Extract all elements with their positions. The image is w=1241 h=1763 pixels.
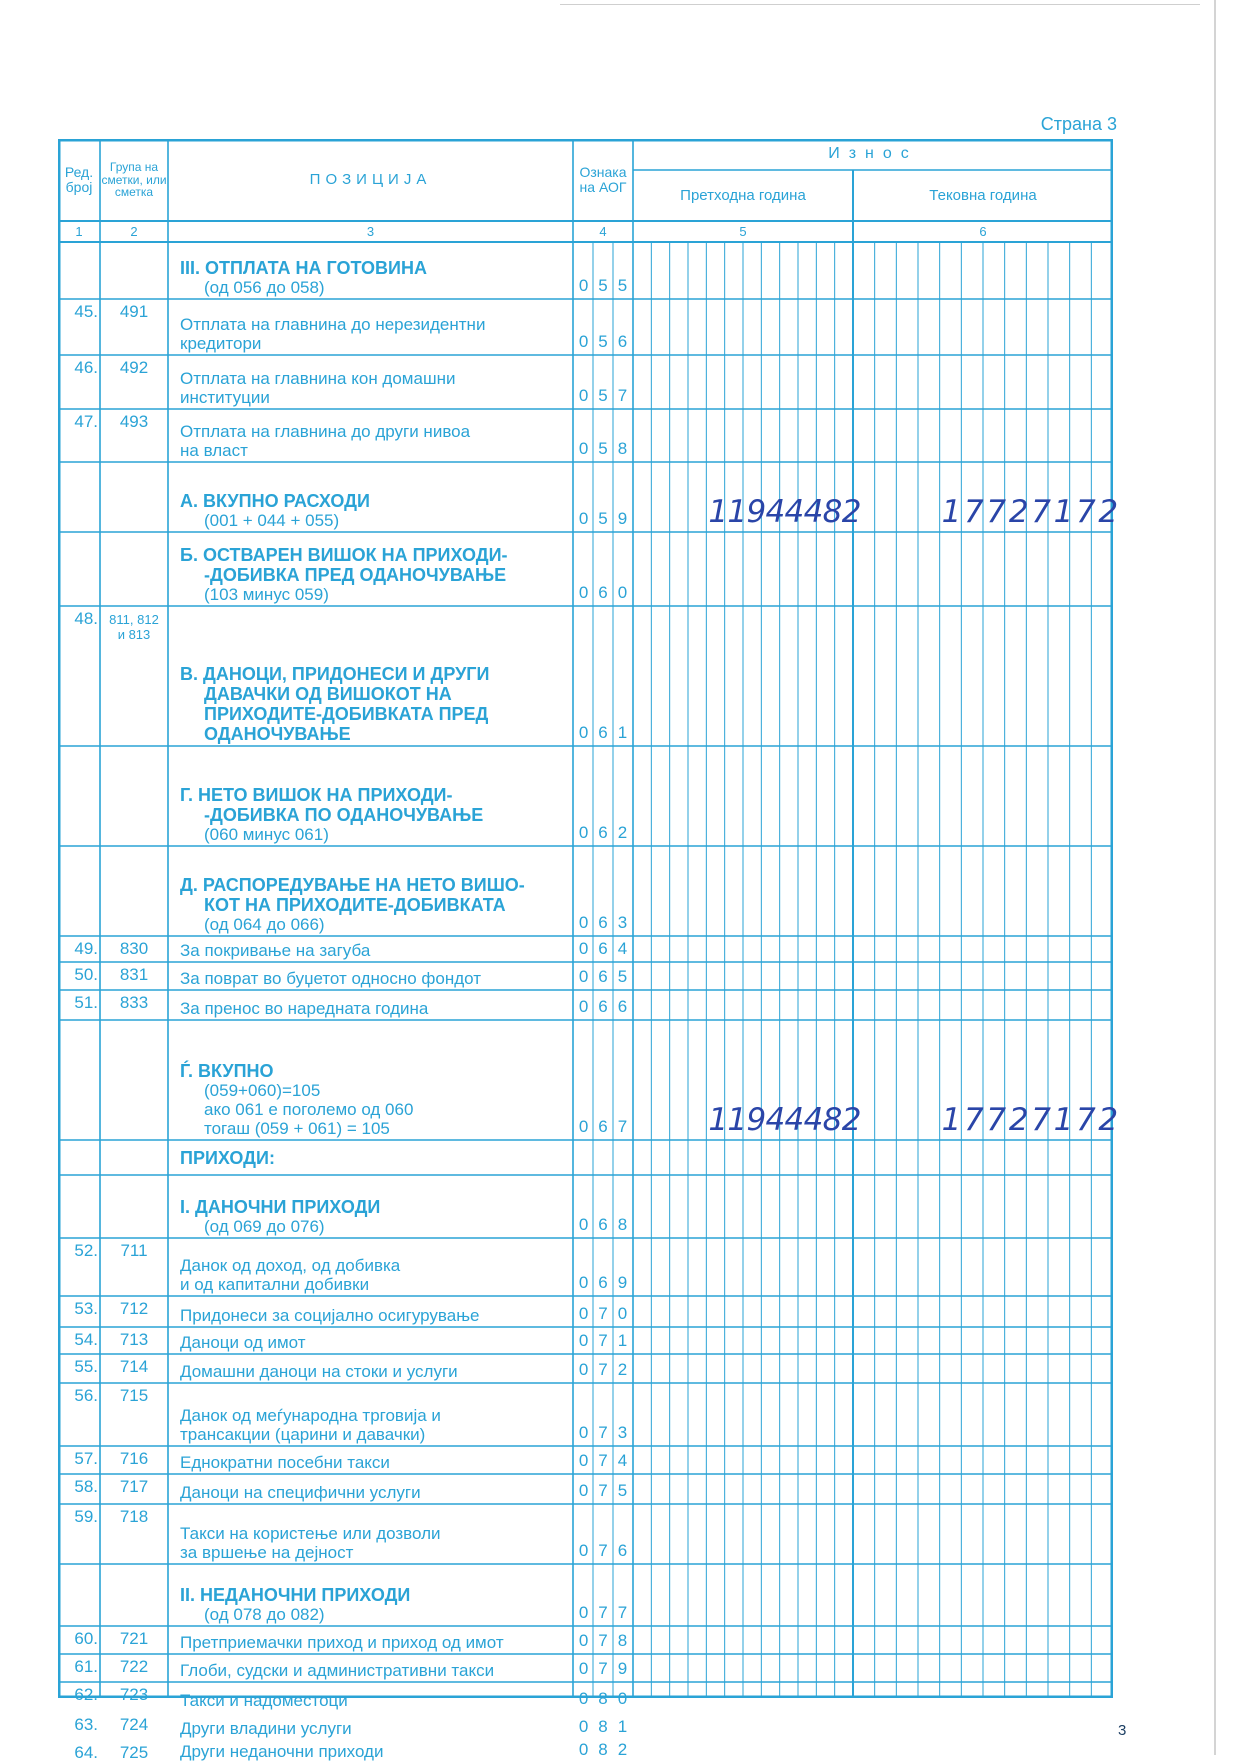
description-line: КОТ НА ПРИХОДИТЕ-ДОБИВКАТА — [204, 895, 506, 915]
description-line: трансакции (царини и давачки) — [180, 1425, 426, 1444]
aog-code: 065 — [578, 967, 638, 986]
amount-previous-year-field[interactable] — [633, 409, 853, 462]
position-description — [168, 1504, 573, 1564]
amount-previous-year-field[interactable] — [633, 606, 853, 746]
amount-previous-year-field[interactable] — [633, 936, 853, 962]
position-description — [168, 532, 573, 606]
amount-current-year-field[interactable] — [853, 606, 1113, 746]
description-line: Данок од доход, од добивка — [180, 1256, 401, 1275]
description-line: Претприемачки приход и приход од имот — [180, 1633, 504, 1652]
header-prethodna-godina: Претходна година — [680, 186, 806, 204]
account-group — [100, 1175, 168, 1238]
amount-previous-year-field[interactable] — [633, 1654, 853, 1682]
amount-previous-year-field[interactable] — [633, 299, 853, 355]
account-group — [100, 1140, 168, 1175]
description-line: (060 минус 061) — [204, 825, 329, 844]
aog-code: 066 — [578, 997, 638, 1016]
row-number: 57. — [74, 1449, 98, 1468]
description-line: ако 061 е поголемо од 060 — [204, 1100, 414, 1119]
amount-current-year-field[interactable] — [853, 1564, 1113, 1626]
row-number: 52. — [74, 1241, 98, 1260]
account-group — [100, 242, 168, 299]
balance-form-table — [58, 139, 1121, 1762]
aog-code: 068 — [578, 1215, 638, 1234]
description-line: и од капитални добивки — [180, 1275, 370, 1294]
scan-edge-right — [1214, 0, 1216, 1755]
header-tekovna-godina: Тековна година — [929, 186, 1037, 204]
amount-previous-year-field[interactable] — [633, 1712, 853, 1740]
description-line: ПРИХОДИ: — [180, 1147, 275, 1168]
amount-current-year-field[interactable] — [853, 746, 1113, 846]
account-group — [100, 1020, 168, 1140]
description-line: (059+060)=105 — [204, 1081, 321, 1100]
account-group: 724 — [119, 1715, 149, 1734]
description-line: Придонеси за социјално осигурување — [180, 1306, 480, 1325]
position-description — [168, 1296, 573, 1327]
aog-code: 058 — [578, 439, 638, 458]
header-iznos: Износ — [828, 145, 918, 163]
description-line: Отплата на главнина кон домашни — [180, 369, 456, 388]
amount-previous-year-field[interactable] — [633, 355, 853, 409]
amount-current-year-field[interactable] — [853, 1682, 1113, 1712]
description-line: Г. НЕТО ВИШОК НА ПРИХОДИ- — [180, 785, 453, 805]
aog-code: 064 — [578, 939, 638, 958]
amount-current-year-field[interactable] — [853, 1327, 1113, 1354]
aog-code: 063 — [578, 913, 638, 932]
account-group — [100, 462, 168, 532]
handwritten-amount-previous: 11944482 — [708, 1102, 861, 1138]
column-number-5: 5 — [739, 223, 747, 239]
position-description — [168, 846, 573, 936]
amount-current-year-field[interactable] — [853, 962, 1113, 990]
position-description — [168, 299, 573, 355]
account-group: 493 — [119, 412, 149, 431]
row-number: 64. — [74, 1743, 98, 1762]
amount-previous-year-field[interactable] — [633, 990, 853, 1020]
position-description — [168, 1327, 573, 1354]
row-number: 50. — [74, 965, 98, 984]
description-line: За поврат во буџетот односно фондот — [180, 969, 482, 988]
aog-code: 061 — [578, 723, 638, 742]
description-line: Такси на користење или дозволи — [180, 1524, 441, 1543]
position-description — [168, 462, 573, 532]
row-number: 54. — [74, 1330, 98, 1349]
aog-code — [573, 1140, 633, 1175]
aog-code: 069 — [578, 1273, 638, 1292]
position-description — [168, 1383, 573, 1446]
description-line: Домашни даноци на стоки и услуги — [180, 1362, 458, 1381]
row-number: 49. — [74, 939, 98, 958]
column-number-3: 3 — [366, 223, 375, 239]
description-line: за вршење на дејност — [180, 1543, 354, 1562]
aog-code: 075 — [578, 1481, 638, 1500]
position-description — [168, 962, 573, 990]
aog-code: 078 — [578, 1631, 638, 1650]
row-number — [58, 846, 100, 936]
description-line: Даноци од имот — [180, 1333, 306, 1352]
description-line: В. ДАНОЦИ, ПРИДОНЕСИ И ДРУГИ — [180, 664, 490, 684]
account-group: 717 — [119, 1477, 149, 1496]
description-line: Глоби, судски и административни такси — [180, 1661, 495, 1680]
account-group: 725 — [119, 1743, 149, 1762]
position-description — [168, 1354, 573, 1383]
aog-code: 074 — [578, 1451, 638, 1470]
page-label: Страна 3 — [1040, 114, 1117, 134]
description-line: Такси и надоместоци — [180, 1691, 348, 1710]
header-red-broj: Ред. број — [64, 164, 94, 195]
row-number: 62. — [74, 1685, 98, 1704]
amount-current-year-field[interactable] — [853, 1354, 1113, 1383]
position-description — [168, 1238, 573, 1296]
description-line: (од 064 до 066) — [204, 915, 325, 934]
amount-current-year-field[interactable] — [853, 990, 1113, 1020]
row-number — [58, 1020, 100, 1140]
row-number: 46. — [74, 358, 98, 377]
column-number-1: 1 — [75, 223, 83, 239]
amount-current-year-field[interactable] — [853, 846, 1113, 936]
row-number — [58, 242, 100, 299]
account-group: 491 — [119, 302, 149, 321]
account-group: 833 — [119, 993, 149, 1012]
row-number: 47. — [74, 412, 98, 431]
account-group: 712 — [119, 1299, 149, 1318]
position-description — [168, 936, 573, 962]
description-line: II. НЕДАНОЧНИ ПРИХОДИ — [180, 1585, 411, 1605]
amount-previous-year-field[interactable] — [633, 1238, 853, 1296]
position-description — [168, 1140, 573, 1175]
aog-code: 073 — [578, 1423, 638, 1442]
description-line: Данок од меѓународна трговија и — [180, 1406, 441, 1425]
position-description — [168, 746, 573, 846]
row-number: 45. — [74, 302, 98, 321]
handwritten-amount-current: 17727172 — [941, 494, 1121, 530]
amount-current-year-field[interactable] — [853, 355, 1113, 409]
row-number — [58, 462, 100, 532]
amount-previous-year-field[interactable] — [633, 1383, 853, 1446]
row-number: 55. — [74, 1357, 98, 1376]
aog-code: 055 — [578, 276, 638, 295]
description-line: (од 069 до 076) — [204, 1217, 325, 1236]
description-line: кредитори — [180, 334, 262, 353]
account-group: 714 — [119, 1357, 149, 1376]
amount-current-year-field[interactable] — [853, 409, 1113, 462]
description-line: За покривање на загуба — [180, 941, 371, 960]
account-group: 722 — [119, 1657, 149, 1676]
description-line: -ДОБИВКА ПО ОДАНОЧУВАЊЕ — [204, 805, 484, 825]
description-line: Еднократни посебни такси — [180, 1453, 390, 1472]
position-description — [168, 990, 573, 1020]
amount-previous-year-field[interactable] — [633, 242, 853, 299]
position-description — [168, 606, 573, 746]
account-group: 713 — [119, 1330, 149, 1349]
row-number — [58, 1140, 100, 1175]
row-number: 51. — [74, 993, 98, 1012]
account-group: 715 — [119, 1386, 149, 1405]
header-grupa-smetki: Група на сметки, или сметка — [101, 160, 167, 200]
account-group: 831 — [119, 965, 149, 984]
account-group: 811, 812 и 813 — [109, 612, 159, 642]
position-description — [168, 409, 573, 462]
scan-edge-top — [560, 4, 1200, 5]
row-number: 60. — [74, 1629, 98, 1648]
position-description — [168, 1740, 573, 1763]
position-description — [168, 1446, 573, 1474]
row-number — [58, 532, 100, 606]
handwritten-amount-previous: 11944482 — [708, 494, 861, 530]
amount-previous-year-field[interactable] — [633, 1140, 853, 1175]
page-number: 3 — [1118, 1722, 1127, 1739]
amount-previous-year-field[interactable] — [633, 846, 853, 936]
amount-current-year-field[interactable] — [853, 1175, 1113, 1238]
aog-code: 077 — [578, 1603, 638, 1622]
description-line: Д. РАСПОРЕДУВАЊЕ НА НЕТО ВИШО- — [180, 875, 525, 895]
amount-current-year-field[interactable] — [853, 1504, 1113, 1564]
aog-code: 081 — [578, 1717, 638, 1736]
amount-previous-year-field[interactable] — [633, 1626, 853, 1654]
aog-code: 071 — [578, 1331, 638, 1350]
description-line: За пренос во наредната година — [180, 999, 429, 1018]
amount-current-year-field[interactable] — [853, 936, 1113, 962]
amount-current-year-field[interactable] — [853, 1238, 1113, 1296]
amount-previous-year-field[interactable] — [633, 1296, 853, 1327]
account-group: 716 — [119, 1449, 149, 1468]
amount-current-year-field[interactable] — [853, 1383, 1113, 1446]
amount-current-year-field[interactable] — [853, 299, 1113, 355]
row-number — [58, 746, 100, 846]
description-line: ОДАНОЧУВАЊЕ — [204, 724, 351, 744]
column-number-6: 6 — [979, 223, 987, 239]
row-number: 48. — [74, 609, 98, 628]
aog-code: 072 — [578, 1360, 638, 1379]
amount-previous-year-field[interactable] — [633, 532, 853, 606]
account-group: 721 — [119, 1629, 149, 1648]
row-number — [58, 1175, 100, 1238]
row-number: 56. — [74, 1386, 98, 1405]
description-line: Даноци на специфични услуги — [180, 1483, 421, 1502]
amount-previous-year-field[interactable] — [633, 1504, 853, 1564]
position-description — [168, 1682, 573, 1712]
aog-code: 082 — [578, 1740, 638, 1759]
aog-code: 056 — [578, 332, 638, 351]
amount-previous-year-field[interactable] — [633, 1446, 853, 1474]
aog-code: 057 — [578, 386, 638, 405]
description-line: тогаш (059 + 061) = 105 — [204, 1119, 390, 1138]
column-number-4: 4 — [599, 223, 607, 239]
description-line: Други неданочни приходи — [180, 1742, 384, 1761]
description-line: Други владини услуги — [180, 1719, 352, 1738]
row-number: 58. — [74, 1477, 98, 1496]
aog-code: 060 — [578, 583, 638, 602]
row-number: 53. — [74, 1299, 98, 1318]
position-description — [168, 1474, 573, 1504]
description-line: Ѓ. ВКУПНО — [180, 1061, 274, 1081]
account-group: 723 — [119, 1685, 149, 1704]
aog-code: 059 — [578, 509, 638, 528]
description-line: на власт — [180, 441, 248, 460]
position-description — [168, 1712, 573, 1740]
row-number: 59. — [74, 1507, 98, 1526]
amount-current-year-field[interactable] — [853, 242, 1113, 299]
account-group — [100, 846, 168, 936]
position-description — [168, 1654, 573, 1682]
amount-current-year-field[interactable] — [853, 1296, 1113, 1327]
amount-current-year-field[interactable] — [853, 532, 1113, 606]
description-line: институции — [180, 388, 270, 407]
position-description — [168, 355, 573, 409]
row-number: 61. — [74, 1657, 98, 1676]
description-line: (од 056 до 058) — [204, 278, 325, 297]
description-line: (103 минус 059) — [204, 585, 329, 604]
aog-code: 080 — [578, 1689, 638, 1708]
account-group: 718 — [119, 1507, 149, 1526]
row-number: 63. — [74, 1715, 98, 1734]
aog-code: 079 — [578, 1659, 638, 1678]
aog-code: 062 — [578, 823, 638, 842]
position-description — [168, 1626, 573, 1654]
description-line: (001 + 044 + 055) — [204, 511, 340, 530]
account-group — [100, 746, 168, 846]
amount-current-year-field[interactable] — [853, 1654, 1113, 1682]
description-line: -ДОБИВКА ПРЕД ОДАНОЧУВАЊЕ — [204, 565, 507, 585]
column-number-2: 2 — [130, 223, 138, 239]
amount-current-year-field[interactable] — [853, 1446, 1113, 1474]
position-description — [168, 242, 573, 299]
account-group: 711 — [120, 1241, 148, 1260]
amount-previous-year-field[interactable] — [633, 962, 853, 990]
description-line: ДАВАЧКИ ОД ВИШОКОТ НА — [204, 684, 452, 704]
description-line: (од 078 до 082) — [204, 1605, 325, 1624]
description-line: ПРИХОДИТЕ-ДОБИВКАТА ПРЕД — [204, 704, 489, 724]
aog-code: 067 — [578, 1117, 638, 1136]
header-pozicija: ПОЗИЦИЈА — [309, 171, 432, 189]
amount-previous-year-field[interactable] — [633, 1682, 853, 1712]
position-description — [168, 1020, 573, 1140]
amount-previous-year-field[interactable] — [633, 1474, 853, 1504]
handwritten-amount-current: 17727172 — [941, 1102, 1121, 1138]
description-line: Отплата на главнина до нерезидентни — [180, 315, 486, 334]
description-line: III. ОТПЛАТА НА ГОТОВИНА — [180, 258, 427, 278]
amount-current-year-field[interactable] — [853, 1712, 1113, 1740]
description-line: I. ДАНОЧНИ ПРИХОДИ — [180, 1197, 381, 1217]
position-description — [168, 1175, 573, 1238]
account-group: 492 — [119, 358, 149, 377]
account-group — [100, 532, 168, 606]
account-group: 830 — [119, 939, 149, 958]
amount-current-year-field[interactable] — [853, 1474, 1113, 1504]
header-oznaka-aog: Ознака на АОГ — [579, 164, 627, 195]
amount-previous-year-field[interactable] — [633, 1564, 853, 1626]
amount-previous-year-field[interactable] — [633, 1175, 853, 1238]
description-line: Б. ОСТВАРЕН ВИШОК НА ПРИХОДИ- — [180, 545, 508, 565]
aog-code: 076 — [578, 1541, 638, 1560]
description-line: А. ВКУПНО РАСХОДИ — [180, 491, 370, 511]
description-line: Отплата на главнина до други нивоа — [180, 422, 471, 441]
amount-previous-year-field[interactable] — [633, 746, 853, 846]
amount-previous-year-field[interactable] — [633, 1327, 853, 1354]
amount-current-year-field[interactable] — [853, 1626, 1113, 1654]
account-group — [100, 1564, 168, 1626]
position-description — [168, 1564, 573, 1626]
amount-previous-year-field[interactable] — [633, 1354, 853, 1383]
aog-code: 070 — [578, 1304, 638, 1323]
row-number — [58, 1564, 100, 1626]
amount-current-year-field[interactable] — [853, 1140, 1113, 1175]
